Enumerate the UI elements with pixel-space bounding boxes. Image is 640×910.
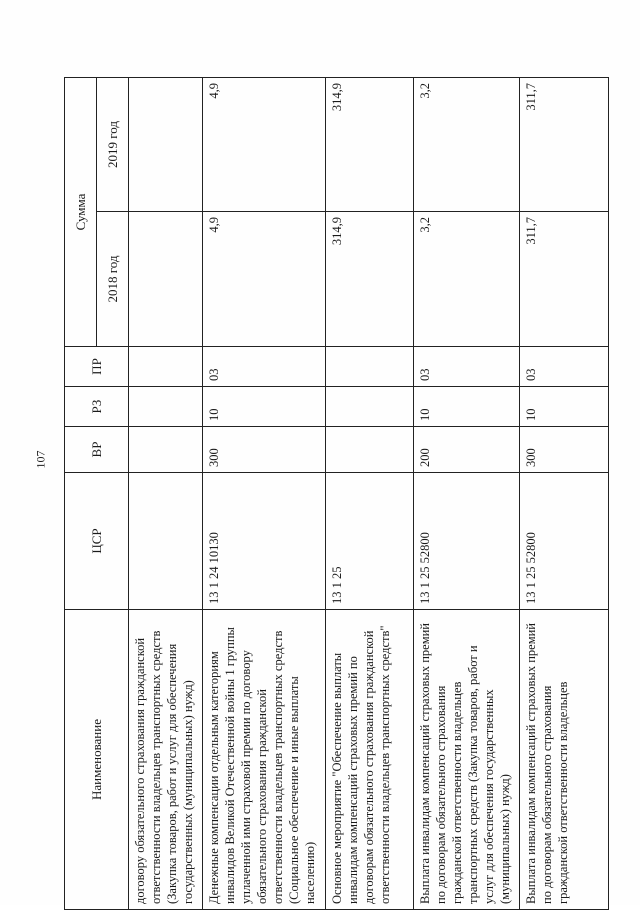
row-csr: 13 1 25 52800 <box>520 473 609 610</box>
table-row <box>129 78 203 910</box>
table-row <box>520 78 609 910</box>
row-pr: 03 <box>203 347 326 387</box>
header-year-2019: 2019 год <box>97 78 129 212</box>
row-vr <box>129 427 203 473</box>
row-pr <box>129 347 203 387</box>
header-year-2018: 2018 год <box>97 212 129 347</box>
row-sum-2018: 311,7 <box>520 212 609 347</box>
budget-table <box>64 77 609 910</box>
header-pr: ПР <box>65 347 129 387</box>
table-row <box>203 78 326 910</box>
page-number-text: 107 <box>33 450 48 468</box>
row-name: Денежные компенсации отдельным категориям инвалидов Великой Отечественной войны 1 группы уплаченной ими страховой премии по договору обязательного страхования гражданской ответственности владельцев транспортных средств (Социальное обеспечение и иные выплаты населению) <box>203 610 326 910</box>
table-row <box>414 78 520 910</box>
row-pr: 03 <box>414 347 520 387</box>
row-rz <box>326 387 414 427</box>
row-rz: 10 <box>520 387 609 427</box>
table-row <box>326 78 414 910</box>
row-sum-2018 <box>129 212 203 347</box>
header-rz: РЗ <box>65 387 129 427</box>
row-sum-2018: 3,2 <box>414 212 520 347</box>
page-number <box>34 449 48 469</box>
header-name: Наименование <box>65 610 129 910</box>
row-rz: 10 <box>414 387 520 427</box>
row-sum-2018: 314,9 <box>326 212 414 347</box>
row-sum-2018: 4,9 <box>203 212 326 347</box>
header-csr: ЦСР <box>65 473 129 610</box>
row-vr <box>326 427 414 473</box>
row-sum-2019: 314,9 <box>326 78 414 212</box>
row-sum-2019: 4,9 <box>203 78 326 212</box>
row-vr: 200 <box>414 427 520 473</box>
header-vr: ВР <box>65 427 129 473</box>
row-csr: 13 1 24 10130 <box>203 473 326 610</box>
row-name: Выплата инвалидам компенсаций страховых премий по договорам обязательного страхования гражданской ответственности владельцев транспортных средств (Закупка товаров, работ и услуг для обеспечения государственных (муниципальных) нужд) <box>414 610 520 910</box>
row-csr: 13 1 25 52800 <box>414 473 520 610</box>
row-vr: 300 <box>520 427 609 473</box>
row-name: Основное мероприятие "Обеспечение выплаты инвалидам компенсаций страховых премий по договорам обязательного страхования гражданской ответственности владельцев транспортных средств" <box>326 610 414 910</box>
header-sum: Сумма <box>65 78 97 347</box>
row-sum-2019: 3,2 <box>414 78 520 212</box>
row-rz <box>129 387 203 427</box>
row-csr: 13 1 25 <box>326 473 414 610</box>
row-pr <box>326 347 414 387</box>
row-pr: 03 <box>520 347 609 387</box>
row-rz: 10 <box>203 387 326 427</box>
row-sum-2019: 311,7 <box>520 78 609 212</box>
row-csr <box>129 473 203 610</box>
row-vr: 300 <box>203 427 326 473</box>
row-sum-2019 <box>129 78 203 212</box>
row-name: договору обязательного страхования гражданской ответственности владельцев транспортных средств (Закупка товаров, работ и услуг для обеспечения государственных (муниципальных) нужд) <box>129 610 203 910</box>
row-name: Выплата инвалидам компенсаций страховых премий по договорам обязательного страхования гражданской ответственности владельцев <box>520 610 609 910</box>
rotated-table-container <box>64 78 608 910</box>
